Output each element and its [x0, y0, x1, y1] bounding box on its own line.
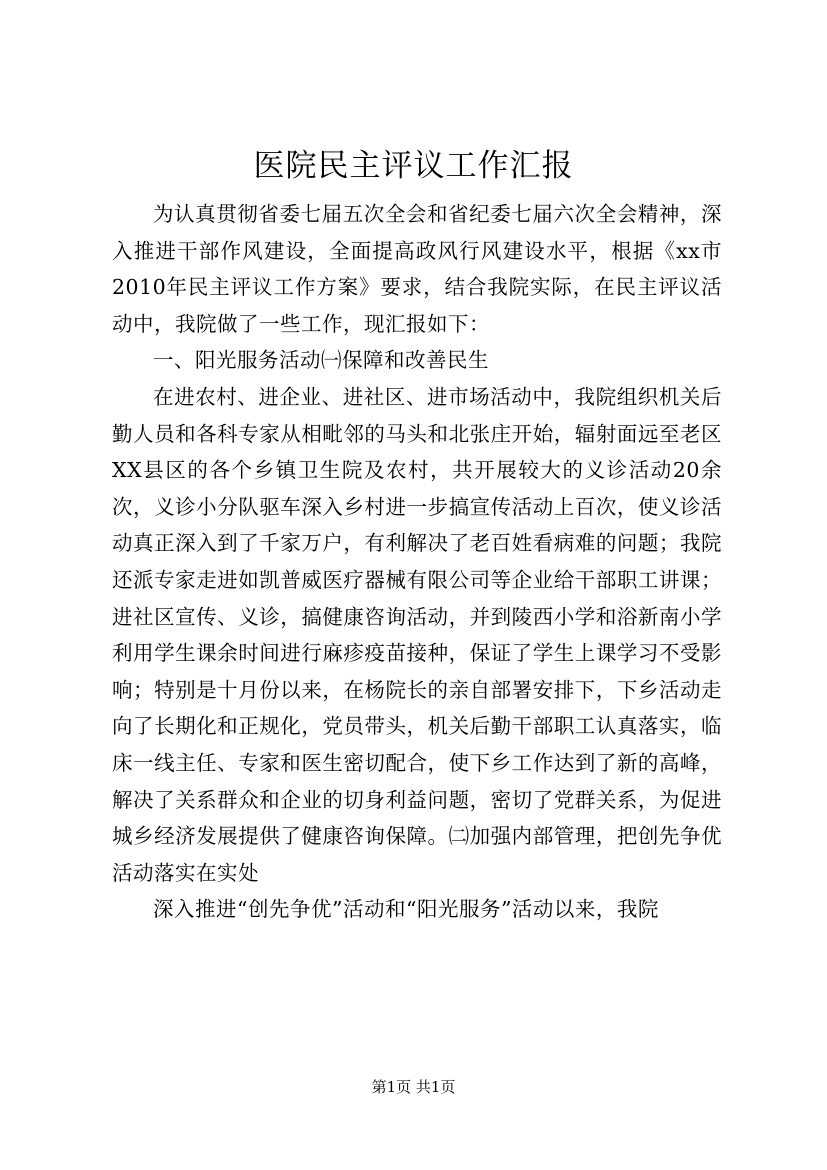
paragraph-section-heading: 一、阳光服务活动㈠保障和改善民生 [153, 348, 489, 373]
paragraph-activities: 在进农村、进企业、进社区、进市场活动中，我院组织机关后勤人员和各科专家从相毗邻的马头和北张庄开始，辐射面远至老区XX县区的各个乡镇卫生院及农村，共开展较大的义诊活动20余次，义诊小分队驱车深入乡村进一步搞宣传活动上百次，使义诊活动真正深入到了千家万户，有利解决了老百姓看病难的问题；我院还派专家走进如凯普威医疗器械有限公司等企业给干部职工讲课；进社区宣传、义诊，搞健康咨询活动，并到陵西小学和浴新南小学利用学生课余时间进行麻疹疫苗接种，保证了学生上课学习不受影响；特别是十月份以来，在杨院长的亲自部署安排下，下乡活动走向了长期化和正规化，党员带头，机关后勤干部职工认真落实，临床一线主任、专家和医生密切配合，使下乡工作达到了新的高峰，解决了关系群众和企业的切身利益问题，密切了党群关系，为促进城乡经济发展提供了健康咨询保障。㈡加强内部管理，把创先争优活动落实在实处 [112, 384, 722, 885]
paragraph-intro: 为认真贯彻省委七届五次全会和省纪委七届六次全会精神，深入推进干部作风建设，全面提高政风行风建设水平，根据《xx市2010年民主评议工作方案》要求，结合我院实际，在民主评议活动中，我院做了一些工作，现汇报如下： [112, 202, 722, 336]
document-title: 医院民主评议工作汇报 [253, 148, 574, 184]
document-body [112, 196, 722, 928]
page-footer: 第1页 共1页 [371, 1078, 456, 1096]
paragraph-continuation: 深入推进“创先争优”活动和“阳光服务”活动以来，我院 [153, 897, 659, 922]
